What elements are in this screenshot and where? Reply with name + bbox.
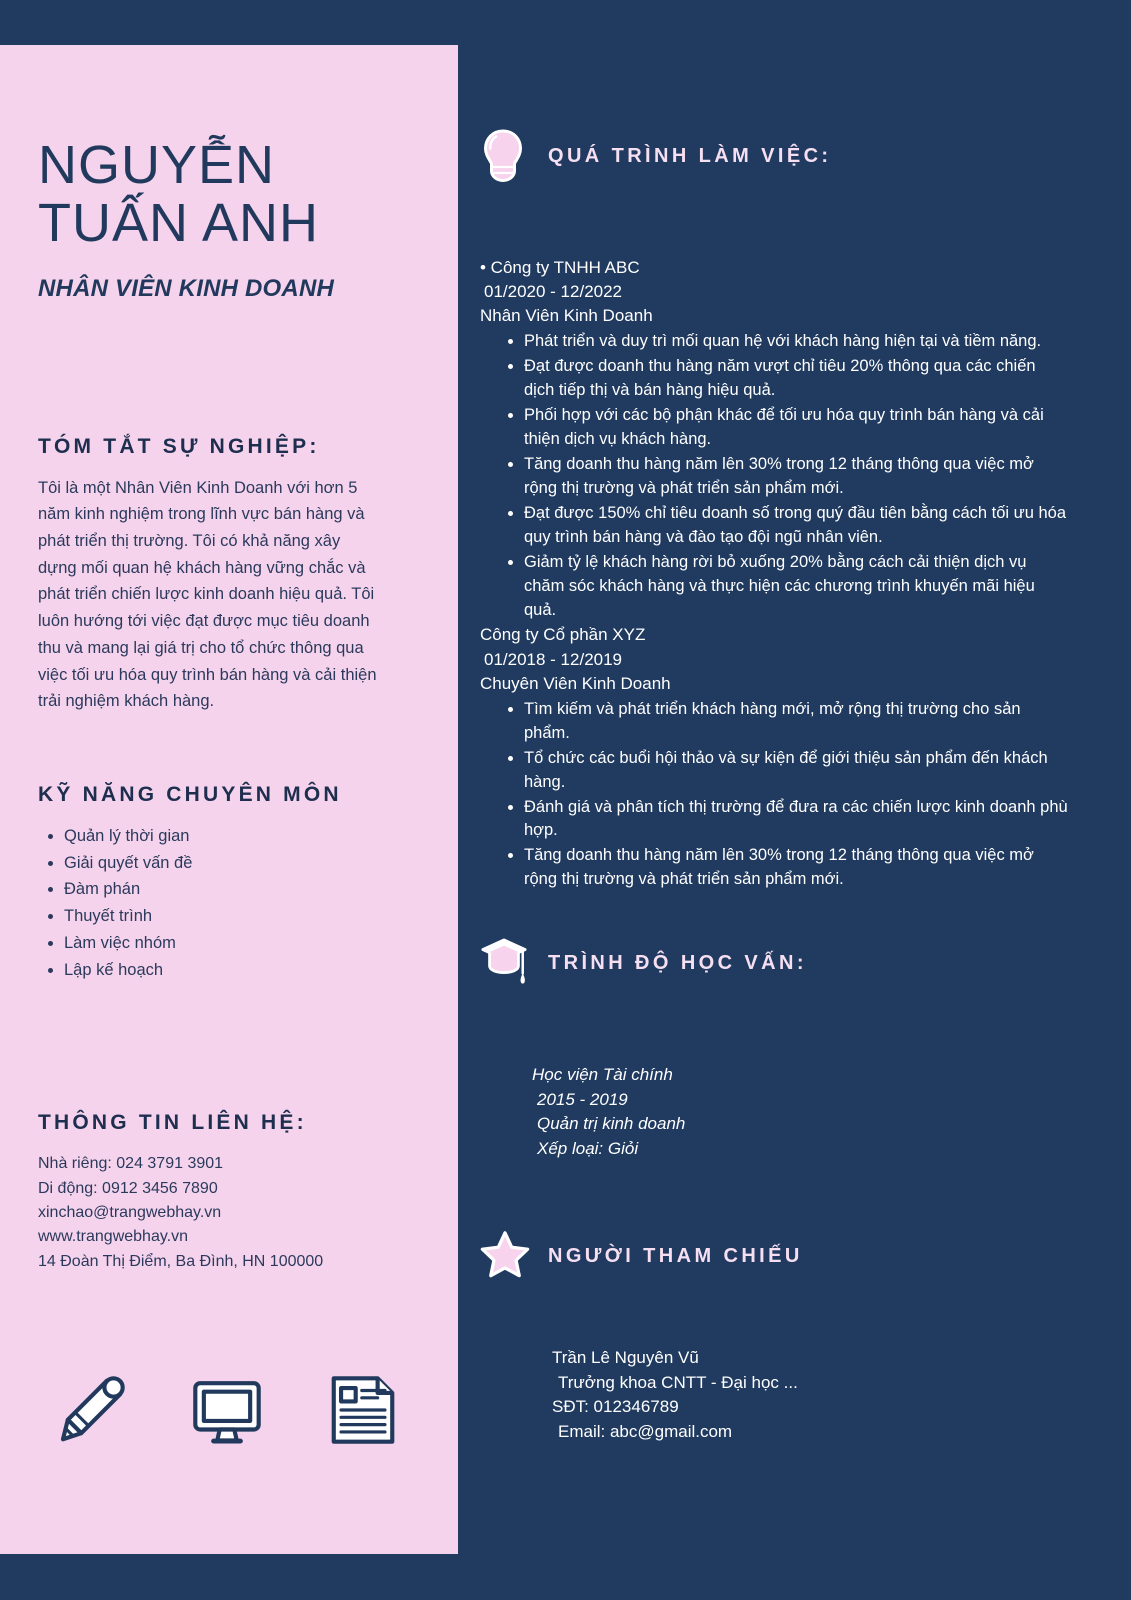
work-experience-body [480,256,1069,892]
reference-phone: SĐT: 012346789 [552,1397,679,1417]
skills-section [38,783,420,983]
skill-item: • Lập kế hoạch [64,957,420,984]
reference-name: Trần Lê Nguyên Vũ [552,1348,699,1367]
job-bullet: • Phát triển và duy trì mối quan hệ với khách hàng hiện tại và tiềm năng. [524,330,1069,354]
pencil-icon [52,1371,130,1449]
lightbulb-icon [480,128,526,184]
job-bullet-list [480,330,1069,622]
job-company: • Công ty TNHH ABC [480,258,640,277]
education-school: Học viện Tài chính [532,1065,673,1084]
job-title: NHÂN VIÊN KINH DOANH [38,274,335,302]
job-bullet: • Tổ chức các buổi hội thảo và sự kiện để giới thiệu sản phẩm đến khách hàng. [524,747,1069,795]
graduation-cap-icon [480,935,526,991]
skill-item: • Thuyết trình [64,903,420,930]
job-bullet: • Đạt được doanh thu hàng năm vượt chỉ tiêu 20% thông qua các chiến dịch tiếp thị và bán hàng hiệu quả. [524,355,1069,403]
last-name: TUẤN ANH [38,192,320,253]
document-icon [324,1371,402,1449]
job-company: Công ty Cổ phần XYZ [480,625,646,645]
job-bullet: • Đánh giá và phân tích thị trường để đưa ra các chiến lược kinh doanh phù hợp. [524,796,1069,844]
education-body [480,1063,1069,1162]
job-bullet: • Tăng doanh thu hàng năm lên 30% trong 12 tháng thông qua việc mở rộng thị trường và phát triển sản phẩm mới. [524,844,1069,892]
contact-list [38,1152,420,1274]
contact-line: www.trangwebhay.vn [38,1228,188,1246]
skill-item: • Làm việc nhóm [64,930,420,957]
skills-list [38,823,420,983]
work-experience-header [480,128,1069,184]
education-section [480,935,1069,1162]
job-dates: 01/2018 - 12/2019 [484,649,623,669]
references-header [480,1228,1069,1284]
work-experience-section [480,128,1069,893]
references-body [480,1346,1069,1445]
reference-position: Trưởng khoa CNTT - Đại học ... [558,1372,798,1392]
education-header [480,935,1069,991]
references-heading: NGƯỜI THAM CHIẾU [548,1244,803,1267]
star-icon [480,1228,526,1284]
contact-line: Nhà riêng: 024 3791 3901 [38,1155,224,1173]
job-bullet-list [480,698,1069,892]
job-bullet: • Đạt được 150% chỉ tiêu doanh số trong quý đầu tiên bằng cách tối ưu hóa quy trình bán hàng và đào tạo đội ngũ nhân viên. [524,502,1069,550]
job-role: Nhân Viên Kinh Doanh [480,306,653,326]
skill-item: • Đàm phán [64,876,420,903]
decorative-icon-row [52,1371,402,1449]
job-role: Chuyên Viên Kinh Doanh [480,673,671,693]
education-heading: TRÌNH ĐỘ HỌC VẤN: [548,951,807,974]
first-name: NGUYỄN [38,135,276,195]
name-block [38,137,420,303]
contact-section [38,1111,420,1274]
references-section [480,1228,1069,1445]
skill-item: • Giải quyết vấn đề [64,850,420,877]
job-entry [480,256,1069,622]
job-bullet: • Giảm tỷ lệ khách hàng rời bỏ xuống 20% bằng cách cải thiện dịch vụ chăm sóc khách hàng và thực hiện các chương trình khuyến mãi hiệu quả. [524,551,1069,623]
job-entry [480,623,1069,892]
skill-item: • Quản lý thời gian [64,823,420,850]
job-bullet: • Tìm kiếm và phát triển khách hàng mới, mở rộng thị trường cho sản phẩm. [524,698,1069,746]
right-content-panel [458,0,1131,1600]
reference-email: Email: abc@gmail.com [558,1421,733,1441]
left-sidebar-panel [0,45,458,1554]
career-summary-heading: TÓM TẮT SỰ NGHIỆP: [38,434,320,458]
education-grade: Xếp loại: Giỏi [537,1138,639,1158]
career-summary-text: Tôi là một Nhân Viên Kinh Doanh với hơn 5 năm kinh nghiệm trong lĩnh vực bán hàng và phát triển thị trường. Tôi có khả năng xây dựng mối quan hệ khách hàng vững chắc và phát triển chiến lược kinh doanh hiệu quả. Tôi luôn hướng tới việc đạt được mục tiêu doanh thu và mang lại giá trị cho tổ chức thông qua việc tối ưu hóa quy trình bán hàng và cải thiện trải nghiệm khách hàng. [38,478,377,711]
education-years: 2015 - 2019 [537,1089,628,1109]
career-summary-section [38,435,420,715]
monitor-icon [188,1371,266,1449]
skills-heading: KỸ NĂNG CHUYÊN MÔN [38,783,342,806]
job-bullet: • Phối hợp với các bộ phận khác để tối ưu hóa quy trình bán hàng và cải thiện dịch vụ khách hàng. [524,404,1069,452]
education-major: Quản trị kinh doanh [537,1114,686,1134]
job-bullet: • Tăng doanh thu hàng năm lên 30% trong 12 tháng thông qua việc mở rộng thị trường và phát triển sản phẩm mới. [524,453,1069,501]
contact-line: 14 Đoàn Thị Điểm, Ba Đình, HN 100000 [38,1252,324,1270]
contact-heading: THÔNG TIN LIÊN HỆ: [38,1111,307,1135]
work-experience-heading: QUÁ TRÌNH LÀM VIỆC: [548,144,832,167]
job-dates: 01/2020 - 12/2022 [484,282,623,302]
contact-line: Di động: 0912 3456 7890 [38,1179,218,1197]
contact-line: xinchao@trangwebhay.vn [38,1203,222,1221]
